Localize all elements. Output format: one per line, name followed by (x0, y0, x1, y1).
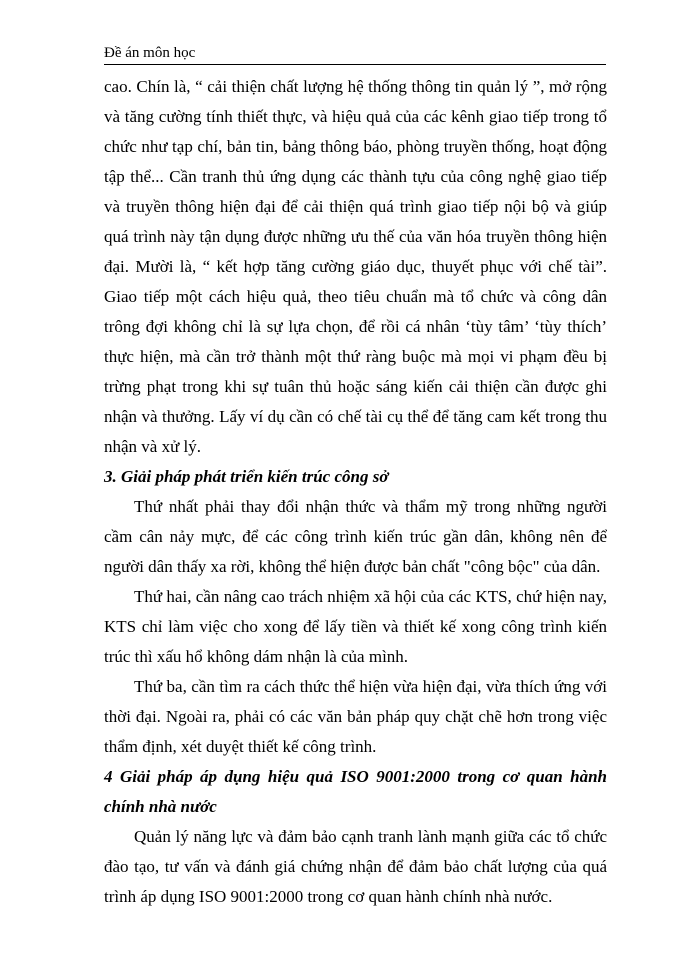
page-header: Đề án môn học (104, 44, 606, 65)
paragraph-iso: Quản lý năng lực và đảm bảo cạnh tranh lành mạnh giữa các tổ chức đào tạo, tư vấn và đánh giá chứng nhận để đảm bảo chất lượng của quá trình áp dụng ISO 9001:2000 trong cơ quan hành chính nhà nước. (104, 827, 607, 906)
document-body (104, 72, 607, 912)
paragraph-chin-muoi: cao. Chín là, “ cải thiện chất lượng hệ thống thông tin quản lý ”, mở rộng và tăng cường tính thiết thực, và hiệu quả của các kênh giao tiếp trong tổ chức như tạp chí, bản tin, bảng thông báo, phòng truyền thống, hoạt động tập thể... Cần tranh thủ ứng dụng các thành tựu của công nghệ giao tiếp và truyền thông hiện đại để cải thiện quá trình giao tiếp nội bộ và giúp quá trình này tận dụng được những ưu thế của văn hóa truyền thông hiện đại. Mười là, “ kết hợp tăng cường giáo dục, thuyết phục với chế tài”. Giao tiếp một cách hiệu quả, theo tiêu chuẩn mà tổ chức và công dân trông đợi không chỉ là sự lựa chọn, để rồi cá nhân ‘tùy tâm’ ‘tùy thích’ thực hiện, mà cần trở thành một thứ ràng buộc mà mọi vi phạm đều bị trừng phạt trong khi sự tuân thủ hoặc sáng kiến cải thiện cần được ghi nhận và thưởng. Lấy ví dụ cần có chế tài cụ thể để tăng cam kết trong thu nhận và xử lý. (104, 77, 607, 456)
heading-section-4: 4 Giải pháp áp dụng hiệu quả ISO 9001:2000 trong cơ quan hành chính nhà nước (104, 767, 607, 816)
paragraph-thu-hai: Thứ hai, cần nâng cao trách nhiệm xã hội của các KTS, chứ hiện nay, KTS chỉ làm việc cho xong để lấy tiền và thiết kế xong công trình kiến trúc thì xấu hổ không dám nhận là của mình. (104, 587, 607, 666)
paragraph-thu-ba: Thứ ba, cần tìm ra cách thức thể hiện vừa hiện đại, vừa thích ứng với thời đại. Ngoài ra, phải có các văn bản pháp quy chặt chẽ hơn trong việc thẩm định, xét duyệt thiết kế công trình. (104, 677, 607, 756)
paragraph-thu-nhat: Thứ nhất phải thay đổi nhận thức và thẩm mỹ trong những người cầm cân nảy mực, để các công trình kiến trúc gần dân, không nên để người dân thấy xa rời, không thể hiện được bản chất "công bộc" của dân. (104, 497, 607, 576)
heading-section-3: 3. Giải pháp phát triển kiến trúc công sở (104, 467, 389, 486)
